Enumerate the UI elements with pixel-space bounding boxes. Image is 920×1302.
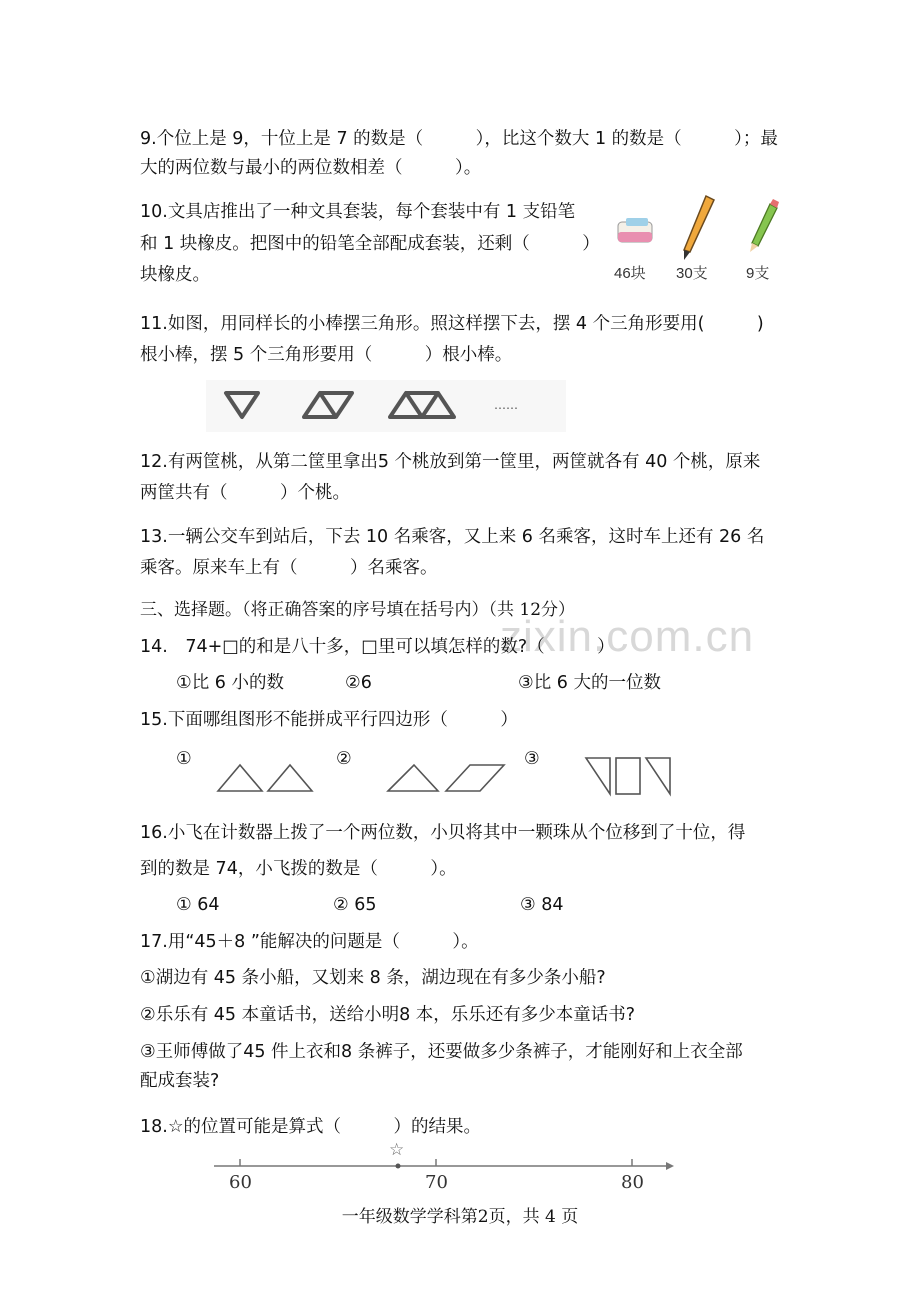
q14-option-3: ③比 6 大的一位数 <box>518 673 661 693</box>
q17-option-1: ①湖边有 45 条小船，又划来 8 条，湖边现在有多少条小船? <box>140 968 606 988</box>
q15-marker-1: ① <box>176 749 192 769</box>
q16-line-2: 到的数是 74，小飞拨的数是（ ）。 <box>140 859 457 879</box>
q18-stem: 18.☆的位置可能是算式（ ）的结果。 <box>140 1117 482 1137</box>
q15-marker-2: ② <box>336 749 352 769</box>
tick-label-70: 70 <box>425 1172 448 1193</box>
q10-line-3: 块橡皮。 <box>140 265 210 285</box>
triangle-continuation-dots: …… <box>494 398 518 412</box>
number-line <box>210 1135 680 1175</box>
eraser-icon <box>618 218 652 242</box>
q16-option-3: ③ 84 <box>520 895 564 915</box>
q13-line-1: 13.一辆公交车到站后，下去 10 名乘客，又上来 6 名乘客，这时车上还有 26 名 <box>140 527 765 547</box>
q16-line-1: 16.小飞在计数器上拨了一个两位数，小贝将其中一颗珠从个位移到了十位，得 <box>140 823 746 843</box>
watermark: zixin.com.cn <box>500 612 755 661</box>
q16-option-1: ① 64 <box>176 895 220 915</box>
tick-label-60: 60 <box>229 1172 252 1193</box>
q15-stem: 15.下面哪组图形不能拼成平行四边形（ ） <box>140 710 518 730</box>
q15-shape-group-1 <box>210 757 320 795</box>
star-icon: ☆ <box>389 1140 405 1160</box>
q16-option-2: ② 65 <box>333 895 377 915</box>
pencil-count-2: 9支 <box>746 265 770 282</box>
pencil-icon <box>750 199 779 252</box>
q9-line-2: 大的两位数与最小的两位数相差（ ）。 <box>140 158 482 178</box>
q9-line-1: 9.个位上是 9，十位上是 7 的数是（ ），比这个数大 1 的数是（ ）；最 <box>140 129 778 149</box>
tick-label-80: 80 <box>621 1172 644 1193</box>
page-footer: 一年级数学学科第2页，共 4 页 <box>341 1207 579 1227</box>
q11-line-1: 11.如图，用同样长的小棒摆三角形。照这样摆下去，摆 4 个三角形要用( ) <box>140 314 764 334</box>
q17-option-2: ②乐乐有 45 本童话书，送给小明8 本，乐乐还有多少本童话书? <box>140 1005 636 1025</box>
q15-shape-group-2 <box>384 757 508 795</box>
stick-triangles-picture <box>206 380 566 432</box>
q12-line-1: 12.有两筐桃，从第二筐里拿出5 个桃放到第一筐里，两筐就各有 40 个桃，原来 <box>140 452 761 472</box>
q15-marker-3: ③ <box>524 749 540 769</box>
q17-option-3: ③王师傅做了45 件上衣和8 条裤子，还要做多少条裤子，才能刚好和上衣全部 <box>140 1042 743 1062</box>
q17-stem: 17.用“45＋8 ”能解决的问题是（ ）。 <box>140 932 479 952</box>
pencil-icon <box>684 196 714 260</box>
stationery-picture <box>606 192 786 262</box>
q12-line-2: 两筐共有（ ）个桃。 <box>140 483 350 503</box>
q14-option-2: ②6 <box>345 673 372 693</box>
section-3-heading: 三、选择题。（将正确答案的序号填在括号内）（共 12分） <box>140 600 576 620</box>
q10-line-2: 和 1 块橡皮。把图中的铅笔全部配成套装，还剩（ ） <box>140 234 600 254</box>
q10-line-1: 10.文具店推出了一种文具套装，每个套装中有 1 支铅笔 <box>140 202 576 222</box>
q15-shape-group-3 <box>582 752 674 798</box>
q17-option-3-cont: 配成套装? <box>140 1071 220 1091</box>
q13-line-2: 乘客。原来车上有（ ）名乘客。 <box>140 558 438 578</box>
q11-line-2: 根小棒，摆 5 个三角形要用（ ）根小棒。 <box>140 345 513 365</box>
pencil-count-1: 30支 <box>676 265 708 282</box>
q14-stem: 14. 74+□的和是八十多，□里可以填怎样的数?（ ） <box>140 637 615 657</box>
q14-option-1: ①比 6 小的数 <box>176 673 284 693</box>
star-point <box>396 1164 401 1169</box>
eraser-count: 46块 <box>614 265 646 282</box>
